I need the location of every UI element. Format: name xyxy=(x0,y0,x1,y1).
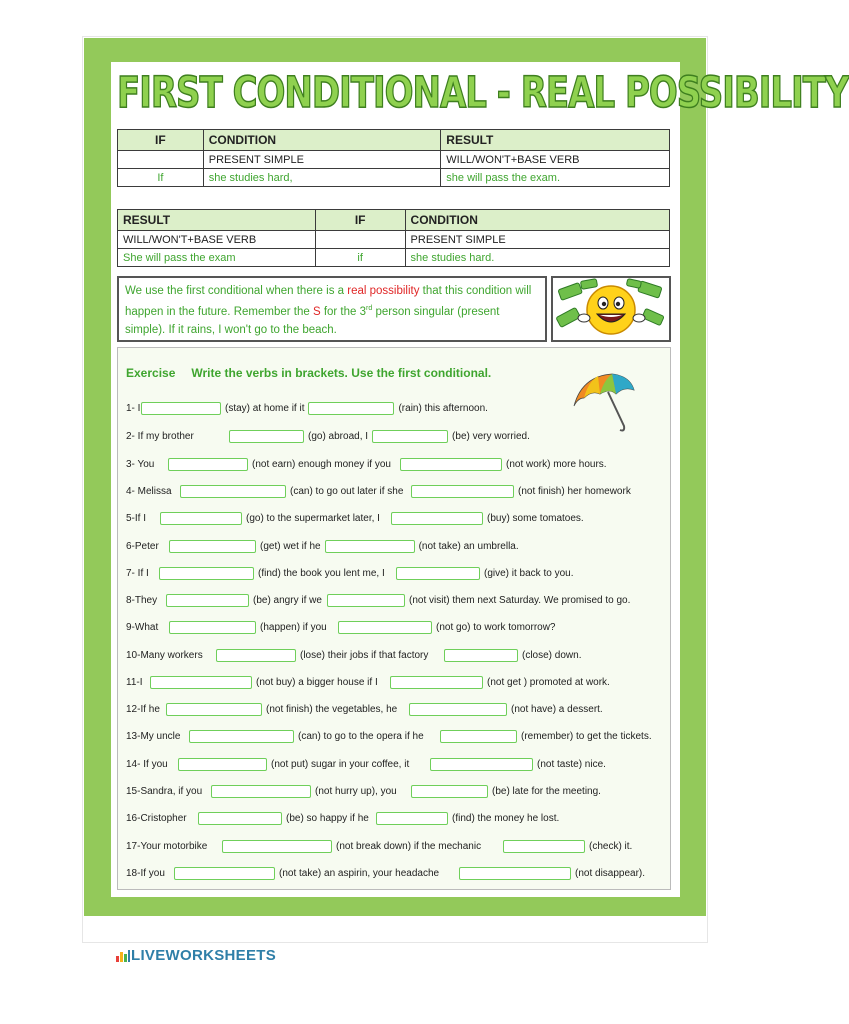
item-middle-text: (not hurry up), you xyxy=(315,786,397,797)
item-end-text: (buy) some tomatoes. xyxy=(487,513,584,524)
item-prompt: 6-Peter xyxy=(126,541,159,552)
answer-blank-1[interactable] xyxy=(159,567,254,580)
item-prompt: 8-They xyxy=(126,595,158,606)
header-cell: CONDITION xyxy=(405,210,669,231)
item-end-text: (remember) to get the tickets. xyxy=(521,731,652,742)
smiley-money-icon xyxy=(553,278,669,340)
item-end-text: (not get ) promoted at work. xyxy=(487,677,610,688)
item-end-text: (be) very worried. xyxy=(452,431,530,442)
answer-blank-1[interactable] xyxy=(178,758,267,771)
liveworksheets-logo-icon xyxy=(115,948,131,964)
answer-blank-1[interactable] xyxy=(168,458,248,471)
usage-note xyxy=(117,276,547,342)
table-cell xyxy=(118,151,204,169)
exercise-label: Exercise xyxy=(126,366,176,380)
exercise-item xyxy=(126,648,666,664)
item-prompt: 18-If you xyxy=(126,868,165,879)
answer-blank-1[interactable] xyxy=(229,430,304,443)
header-cell: IF xyxy=(315,210,405,231)
item-end-text: (not taste) nice. xyxy=(537,759,606,770)
table-cell: if xyxy=(315,249,405,267)
answer-blank-2[interactable] xyxy=(376,812,448,825)
exercise-item xyxy=(126,675,666,691)
item-end-text: (not have) a dessert. xyxy=(511,704,603,715)
structure-table-if-first xyxy=(117,129,670,187)
header-cell: IF xyxy=(118,130,204,151)
structure-table-result-first xyxy=(117,209,670,267)
item-end-text: (not disappear). xyxy=(575,868,646,879)
item-prompt: 9-What xyxy=(126,622,159,633)
item-middle-text: (happen) if you xyxy=(260,622,327,633)
exercise-item xyxy=(126,511,666,527)
exercise-item xyxy=(126,729,666,745)
item-end-text: (find) the money he lost. xyxy=(452,813,560,824)
exercise-instruction: Write the verbs in brackets. Use the first conditional. xyxy=(191,366,492,380)
page-title: FIRST CONDITIONAL - REAL POSSIBILITY xyxy=(117,68,849,118)
item-middle-text: (not buy) a bigger house if I xyxy=(256,677,378,688)
item-middle-text: (not break down) if the mechanic xyxy=(336,841,482,852)
table-cell: she studies hard, xyxy=(203,169,441,187)
item-end-text: (rain) this afternoon. xyxy=(398,403,488,414)
item-end-text: (not work) more hours. xyxy=(506,459,607,470)
item-middle-text: (go) abroad, I xyxy=(308,431,369,442)
item-prompt: 1- I xyxy=(126,403,141,414)
exercise-heading xyxy=(126,366,491,380)
answer-blank-1[interactable] xyxy=(169,621,256,634)
answer-blank-2[interactable] xyxy=(391,512,483,525)
item-middle-text: (get) wet if he xyxy=(260,541,321,552)
exercise-item xyxy=(126,457,666,473)
table-cell: WILL/WON'T+BASE VERB xyxy=(441,151,670,169)
table-cell: PRESENT SIMPLE xyxy=(405,231,669,249)
exercise-item xyxy=(126,429,666,445)
answer-blank-2[interactable] xyxy=(396,567,480,580)
table-cell: If xyxy=(118,169,204,187)
table-cell: she studies hard. xyxy=(405,249,669,267)
item-middle-text: (go) to the supermarket later, I xyxy=(246,513,380,524)
item-end-text: (not take) an umbrella. xyxy=(418,541,519,552)
table-cell: WILL/WON'T+BASE VERB xyxy=(118,231,316,249)
item-prompt: 15-Sandra, if you xyxy=(126,786,203,797)
answer-blank-1[interactable] xyxy=(189,730,294,743)
smiley-money-image xyxy=(551,276,671,342)
answer-blank-2[interactable] xyxy=(390,676,483,689)
exercise-panel xyxy=(117,347,671,890)
item-prompt: 2- If my brother xyxy=(126,431,194,442)
answer-blank-1[interactable] xyxy=(222,840,332,853)
item-middle-text: (be) so happy if he xyxy=(286,813,369,824)
note-text: for the 3 xyxy=(320,305,367,318)
item-prompt: 11-I xyxy=(126,677,143,688)
answer-blank-1[interactable] xyxy=(169,540,256,553)
answer-blank-2[interactable] xyxy=(409,703,507,716)
answer-blank-1[interactable] xyxy=(166,594,249,607)
worksheet-page xyxy=(82,36,849,964)
exercise-item xyxy=(126,784,666,800)
answer-blank-2[interactable] xyxy=(411,485,514,498)
table-cell: She will pass the exam xyxy=(118,249,316,267)
item-end-text: (not finish) her homework xyxy=(518,486,631,497)
item-prompt: 7- If I xyxy=(126,568,149,579)
item-prompt: 3- You xyxy=(126,459,155,470)
exercise-item xyxy=(126,811,666,827)
item-middle-text: (lose) their jobs if that factory xyxy=(300,650,429,661)
item-middle-text: (not finish) the vegetables, he xyxy=(266,704,398,715)
exercise-item xyxy=(126,484,666,500)
header-cell: RESULT xyxy=(118,210,316,231)
table-cell: she will pass the exam. xyxy=(441,169,670,187)
answer-blank-1[interactable] xyxy=(160,512,242,525)
item-end-text: (close) down. xyxy=(522,650,582,661)
item-prompt: 12-If he xyxy=(126,704,160,715)
item-prompt: 13-My uncle xyxy=(126,731,181,742)
item-middle-text: (stay) at home if it xyxy=(225,403,305,414)
item-prompt: 4- Melissa xyxy=(126,486,172,497)
answer-blank-2[interactable] xyxy=(325,540,415,553)
table-cell: PRESENT SIMPLE xyxy=(203,151,441,169)
answer-blank-2[interactable] xyxy=(308,402,394,415)
item-middle-text: (find) the book you lent me, I xyxy=(258,568,385,579)
exercise-item xyxy=(126,839,666,855)
answer-blank-2[interactable] xyxy=(503,840,585,853)
note-highlight: real possibility xyxy=(347,285,420,297)
item-prompt: 17-Your motorbike xyxy=(126,841,208,852)
answer-blank-1[interactable] xyxy=(174,867,275,880)
note-text: We use the first conditional when there is a xyxy=(125,285,348,297)
item-middle-text: (not put) sugar in your coffee, it xyxy=(271,759,410,770)
item-end-text: (not visit) them next Saturday. We promised to go. xyxy=(409,595,631,606)
answer-blank-2[interactable] xyxy=(459,867,571,880)
answer-blank-2[interactable] xyxy=(372,430,448,443)
item-middle-text: (can) to go to the opera if he xyxy=(298,731,424,742)
answer-blank-2[interactable] xyxy=(400,458,502,471)
item-end-text: (check) it. xyxy=(589,841,633,852)
answer-blank-2[interactable] xyxy=(327,594,405,607)
exercise-item xyxy=(126,702,666,718)
item-prompt: 10-Many workers xyxy=(126,650,203,661)
table-cell xyxy=(315,231,405,249)
answer-blank-2[interactable] xyxy=(440,730,517,743)
answer-blank-1[interactable] xyxy=(216,649,296,662)
item-end-text: (be) late for the meeting. xyxy=(492,786,601,797)
note-text: that this condition will happen in the future. Remember the xyxy=(125,285,532,318)
item-prompt: 14- If you xyxy=(126,759,168,770)
item-middle-text: (can) to go out later if she xyxy=(290,486,404,497)
note-s-letter: S xyxy=(312,305,321,318)
exercise-item xyxy=(126,593,666,609)
header-cell: CONDITION xyxy=(203,130,441,151)
answer-blank-1[interactable] xyxy=(180,485,286,498)
header-cell: RESULT xyxy=(441,130,670,151)
item-prompt: 5-If I xyxy=(126,513,147,524)
note-text: person singular (present simple). If it rains, I won't go to the beach. xyxy=(125,305,500,336)
exercise-item xyxy=(126,401,666,417)
item-prompt: 16-Cristopher xyxy=(126,813,187,824)
exercise-item xyxy=(126,620,666,636)
item-middle-text: (not earn) enough money if you xyxy=(252,459,391,470)
item-middle-text: (not take) an aspirin, your headache xyxy=(279,868,440,879)
answer-blank-1[interactable] xyxy=(198,812,282,825)
answer-blank-1[interactable] xyxy=(150,676,252,689)
answer-blank-2[interactable] xyxy=(444,649,518,662)
note-superscript: rd xyxy=(366,305,373,312)
exercise-item xyxy=(126,566,666,582)
answer-blank-2[interactable] xyxy=(430,758,533,771)
exercise-item xyxy=(126,539,666,555)
item-end-text: (not go) to work tomorrow? xyxy=(436,622,556,633)
answer-blank-2[interactable] xyxy=(411,785,488,798)
answer-blank-2[interactable] xyxy=(338,621,432,634)
item-middle-text: (be) angry if we xyxy=(253,595,322,606)
item-end-text: (give) it back to you. xyxy=(484,568,574,579)
green-frame xyxy=(84,38,849,964)
exercise-item xyxy=(126,757,666,773)
exercise-item xyxy=(126,866,666,882)
worksheet-content xyxy=(111,62,849,964)
answer-blank-1[interactable] xyxy=(166,703,262,716)
answer-blank-1[interactable] xyxy=(141,402,221,415)
answer-blank-1[interactable] xyxy=(211,785,311,798)
brand-name: LIVEWORKSHEETS xyxy=(131,947,277,964)
